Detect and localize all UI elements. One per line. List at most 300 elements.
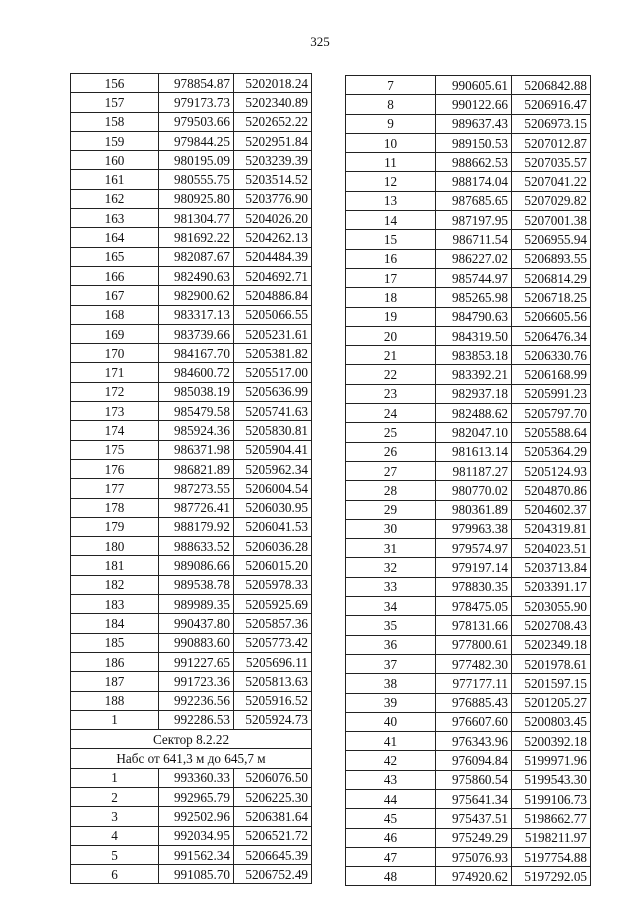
point-number: 172 xyxy=(71,382,159,401)
coordinate-x: 980555.75 xyxy=(159,170,234,189)
coordinate-y: 5203239.39 xyxy=(234,151,312,170)
coordinate-y: 5201205.27 xyxy=(512,693,591,712)
table-row xyxy=(346,828,591,847)
coordinate-x: 991723.36 xyxy=(159,672,234,691)
point-number: 185 xyxy=(71,633,159,652)
coordinate-x: 975641.34 xyxy=(436,789,512,808)
page-number: 325 xyxy=(310,34,330,49)
table-row xyxy=(346,326,591,345)
point-number: 22 xyxy=(346,365,436,384)
coordinate-y: 5200803.45 xyxy=(512,712,591,731)
coordinate-x: 978854.87 xyxy=(159,74,234,93)
table-row xyxy=(346,558,591,577)
table-row xyxy=(71,633,312,652)
coordinate-x: 984167.70 xyxy=(159,344,234,363)
coordinate-x: 991085.70 xyxy=(159,865,234,884)
point-number: 4 xyxy=(71,826,159,845)
coordinate-y: 5206030.95 xyxy=(234,498,312,517)
coordinate-y: 5205797.70 xyxy=(512,404,591,423)
coordinate-x: 985038.19 xyxy=(159,382,234,401)
coordinate-x: 992502.96 xyxy=(159,807,234,826)
point-number: 3 xyxy=(71,807,159,826)
point-number: 43 xyxy=(346,770,436,789)
coordinate-x: 977482.30 xyxy=(436,654,512,673)
coordinate-y: 5198211.97 xyxy=(512,828,591,847)
coordinate-x: 975249.29 xyxy=(436,828,512,847)
coordinate-y: 5205991.23 xyxy=(512,384,591,403)
coordinate-y: 5203713.84 xyxy=(512,558,591,577)
left-coordinates-table xyxy=(70,73,312,884)
coordinate-y: 5206036.28 xyxy=(234,537,312,556)
table-row xyxy=(346,114,591,133)
coordinate-y: 5201597.15 xyxy=(512,674,591,693)
coordinate-y: 5205904.41 xyxy=(234,440,312,459)
coordinate-x: 979173.73 xyxy=(159,93,234,112)
point-number: 10 xyxy=(346,133,436,152)
point-number: 7 xyxy=(346,76,436,95)
table-row xyxy=(71,286,312,305)
point-number: 171 xyxy=(71,363,159,382)
coordinate-y: 5205588.64 xyxy=(512,423,591,442)
coordinate-x: 981613.14 xyxy=(436,442,512,461)
point-number: 186 xyxy=(71,652,159,671)
coordinate-x: 981692.22 xyxy=(159,228,234,247)
coordinate-y: 5202652.22 xyxy=(234,112,312,131)
point-number: 36 xyxy=(346,635,436,654)
table-row xyxy=(71,305,312,324)
coordinate-y: 5197754.88 xyxy=(512,847,591,866)
table-row xyxy=(346,597,591,616)
section-subtitle-row xyxy=(71,749,312,768)
coordinate-x: 988174.04 xyxy=(436,172,512,191)
coordinate-y: 5203514.52 xyxy=(234,170,312,189)
coordinate-y: 5206076.50 xyxy=(234,768,312,787)
table-row xyxy=(71,575,312,594)
coordinate-y: 5203776.90 xyxy=(234,189,312,208)
point-number: 176 xyxy=(71,459,159,478)
table-row xyxy=(71,382,312,401)
coordinate-y: 5205857.36 xyxy=(234,614,312,633)
table-row xyxy=(346,481,591,500)
point-number: 1 xyxy=(71,768,159,787)
coordinate-y: 5206168.99 xyxy=(512,365,591,384)
coordinate-y: 5202018.24 xyxy=(234,74,312,93)
point-number: 188 xyxy=(71,691,159,710)
coordinate-x: 987726.41 xyxy=(159,498,234,517)
coordinate-y: 5205381.82 xyxy=(234,344,312,363)
table-row xyxy=(346,867,591,886)
coordinate-y: 5206973.15 xyxy=(512,114,591,133)
table-row xyxy=(71,865,312,884)
coordinate-y: 5199543.30 xyxy=(512,770,591,789)
coordinate-x: 992965.79 xyxy=(159,787,234,806)
point-number: 174 xyxy=(71,421,159,440)
coordinate-y: 5204026.20 xyxy=(234,209,312,228)
table-row xyxy=(71,324,312,343)
table-row xyxy=(71,768,312,787)
coordinate-y: 5204023.51 xyxy=(512,539,591,558)
coordinate-y: 5207012.87 xyxy=(512,133,591,152)
point-number: 30 xyxy=(346,519,436,538)
coordinate-x: 986711.54 xyxy=(436,230,512,249)
coordinate-y: 5200392.18 xyxy=(512,732,591,751)
point-number: 2 xyxy=(71,787,159,806)
point-number: 175 xyxy=(71,440,159,459)
point-number: 166 xyxy=(71,266,159,285)
point-number: 180 xyxy=(71,537,159,556)
table-row xyxy=(346,384,591,403)
coordinate-y: 5205066.55 xyxy=(234,305,312,324)
coordinate-x: 975076.93 xyxy=(436,847,512,866)
table-row xyxy=(71,691,312,710)
coordinate-y: 5206955.94 xyxy=(512,230,591,249)
point-number: 168 xyxy=(71,305,159,324)
coordinate-x: 979844.25 xyxy=(159,131,234,150)
coordinate-x: 986821.89 xyxy=(159,459,234,478)
coordinate-x: 991227.65 xyxy=(159,652,234,671)
coordinate-y: 5205978.33 xyxy=(234,575,312,594)
table-row xyxy=(346,616,591,635)
coordinate-y: 5204484.39 xyxy=(234,247,312,266)
coordinate-y: 5205925.69 xyxy=(234,595,312,614)
coordinate-y: 5206605.56 xyxy=(512,307,591,326)
point-number: 42 xyxy=(346,751,436,770)
coordinate-x: 982490.63 xyxy=(159,266,234,285)
coordinate-x: 975437.51 xyxy=(436,809,512,828)
coordinate-y: 5203055.90 xyxy=(512,597,591,616)
table-row xyxy=(71,479,312,498)
coordinate-y: 5206015.20 xyxy=(234,556,312,575)
coordinate-y: 5204886.84 xyxy=(234,286,312,305)
table-row xyxy=(71,826,312,845)
table-row xyxy=(346,133,591,152)
coordinate-x: 989538.78 xyxy=(159,575,234,594)
coordinate-y: 5206842.88 xyxy=(512,76,591,95)
table-row xyxy=(346,404,591,423)
point-number: 164 xyxy=(71,228,159,247)
point-number: 1 xyxy=(71,710,159,729)
point-number: 18 xyxy=(346,288,436,307)
point-number: 19 xyxy=(346,307,436,326)
point-number: 16 xyxy=(346,249,436,268)
coordinate-x: 980361.89 xyxy=(436,500,512,519)
table-row xyxy=(71,459,312,478)
point-number: 156 xyxy=(71,74,159,93)
table-row xyxy=(346,268,591,287)
coordinate-x: 985924.36 xyxy=(159,421,234,440)
coordinate-x: 982900.62 xyxy=(159,286,234,305)
point-number: 167 xyxy=(71,286,159,305)
point-number: 182 xyxy=(71,575,159,594)
point-number: 170 xyxy=(71,344,159,363)
table-row xyxy=(71,228,312,247)
table-row xyxy=(346,442,591,461)
point-number: 34 xyxy=(346,597,436,616)
point-number: 169 xyxy=(71,324,159,343)
table-row xyxy=(71,402,312,421)
coordinate-y: 5205636.99 xyxy=(234,382,312,401)
coordinate-x: 988633.52 xyxy=(159,537,234,556)
point-number: 47 xyxy=(346,847,436,866)
table-row xyxy=(346,674,591,693)
coordinate-y: 5201978.61 xyxy=(512,654,591,673)
point-number: 28 xyxy=(346,481,436,500)
table-row xyxy=(71,131,312,150)
table-row xyxy=(71,74,312,93)
point-number: 157 xyxy=(71,93,159,112)
coordinate-x: 975860.54 xyxy=(436,770,512,789)
point-number: 21 xyxy=(346,346,436,365)
coordinate-x: 982087.67 xyxy=(159,247,234,266)
table-row xyxy=(346,211,591,230)
point-number: 17 xyxy=(346,268,436,287)
point-number: 38 xyxy=(346,674,436,693)
coordinate-x: 978475.05 xyxy=(436,597,512,616)
point-number: 13 xyxy=(346,191,436,210)
point-number: 177 xyxy=(71,479,159,498)
coordinate-y: 5206916.47 xyxy=(512,95,591,114)
table-row xyxy=(71,209,312,228)
point-number: 181 xyxy=(71,556,159,575)
point-number: 160 xyxy=(71,151,159,170)
table-row xyxy=(71,266,312,285)
point-number: 40 xyxy=(346,712,436,731)
table-row xyxy=(71,170,312,189)
table-row xyxy=(346,712,591,731)
table-row xyxy=(71,112,312,131)
coordinate-x: 980925.80 xyxy=(159,189,234,208)
coordinate-y: 5202951.84 xyxy=(234,131,312,150)
coordinate-x: 992034.95 xyxy=(159,826,234,845)
coordinate-x: 982047.10 xyxy=(436,423,512,442)
table-row xyxy=(71,652,312,671)
point-number: 23 xyxy=(346,384,436,403)
coordinate-x: 982488.62 xyxy=(436,404,512,423)
point-number: 37 xyxy=(346,654,436,673)
coordinate-x: 990437.80 xyxy=(159,614,234,633)
coordinate-y: 5205813.63 xyxy=(234,672,312,691)
coordinate-x: 993360.33 xyxy=(159,768,234,787)
coordinate-x: 982937.18 xyxy=(436,384,512,403)
coordinate-x: 984600.72 xyxy=(159,363,234,382)
point-number: 178 xyxy=(71,498,159,517)
coordinate-x: 985479.58 xyxy=(159,402,234,421)
table-row xyxy=(346,95,591,114)
coordinate-y: 5205517.00 xyxy=(234,363,312,382)
table-row xyxy=(346,809,591,828)
coordinate-y: 5205696.11 xyxy=(234,652,312,671)
point-number: 48 xyxy=(346,867,436,886)
table-row xyxy=(71,93,312,112)
coordinate-y: 5207001.38 xyxy=(512,211,591,230)
coordinate-x: 992286.53 xyxy=(159,710,234,729)
coordinate-y: 5205924.73 xyxy=(234,710,312,729)
point-number: 35 xyxy=(346,616,436,635)
coordinate-x: 992236.56 xyxy=(159,691,234,710)
coordinate-y: 5206814.29 xyxy=(512,268,591,287)
coordinate-y: 5206476.34 xyxy=(512,326,591,345)
point-number: 158 xyxy=(71,112,159,131)
point-number: 11 xyxy=(346,153,436,172)
point-number: 41 xyxy=(346,732,436,751)
point-number: 32 xyxy=(346,558,436,577)
point-number: 173 xyxy=(71,402,159,421)
coordinate-x: 987273.55 xyxy=(159,479,234,498)
coordinate-x: 977800.61 xyxy=(436,635,512,654)
table-row xyxy=(71,710,312,729)
coordinate-y: 5205830.81 xyxy=(234,421,312,440)
coordinate-y: 5207029.82 xyxy=(512,191,591,210)
coordinate-y: 5205364.29 xyxy=(512,442,591,461)
coordinate-x: 989086.66 xyxy=(159,556,234,575)
point-number: 163 xyxy=(71,209,159,228)
coordinate-y: 5206004.54 xyxy=(234,479,312,498)
coordinate-x: 990122.66 xyxy=(436,95,512,114)
point-number: 39 xyxy=(346,693,436,712)
table-row xyxy=(346,500,591,519)
coordinate-x: 976343.96 xyxy=(436,732,512,751)
coordinate-y: 5204692.71 xyxy=(234,266,312,285)
table-row xyxy=(71,537,312,556)
point-number: 45 xyxy=(346,809,436,828)
coordinate-x: 979963.38 xyxy=(436,519,512,538)
point-number: 8 xyxy=(346,95,436,114)
point-number: 31 xyxy=(346,539,436,558)
point-number: 5 xyxy=(71,845,159,864)
coordinate-y: 5205741.63 xyxy=(234,402,312,421)
point-number: 29 xyxy=(346,500,436,519)
point-number: 15 xyxy=(346,230,436,249)
coordinate-x: 984790.63 xyxy=(436,307,512,326)
point-number: 161 xyxy=(71,170,159,189)
table-row xyxy=(346,635,591,654)
coordinate-x: 983392.21 xyxy=(436,365,512,384)
coordinate-x: 990883.60 xyxy=(159,633,234,652)
coordinate-x: 981187.27 xyxy=(436,461,512,480)
coordinate-y: 5206041.53 xyxy=(234,517,312,536)
coordinate-x: 988179.92 xyxy=(159,517,234,536)
coordinate-y: 5202340.89 xyxy=(234,93,312,112)
table-row xyxy=(346,577,591,596)
coordinate-y: 5197292.05 xyxy=(512,867,591,886)
coordinate-x: 985744.97 xyxy=(436,268,512,287)
coordinate-x: 976885.43 xyxy=(436,693,512,712)
coordinate-y: 5206225.30 xyxy=(234,787,312,806)
coordinate-y: 5207035.57 xyxy=(512,153,591,172)
coordinate-y: 5206521.72 xyxy=(234,826,312,845)
point-number: 14 xyxy=(346,211,436,230)
coordinate-x: 989637.43 xyxy=(436,114,512,133)
coordinate-y: 5204870.86 xyxy=(512,481,591,500)
point-number: 162 xyxy=(71,189,159,208)
point-number: 24 xyxy=(346,404,436,423)
point-number: 20 xyxy=(346,326,436,345)
point-number: 27 xyxy=(346,461,436,480)
coordinate-x: 978830.35 xyxy=(436,577,512,596)
table-row xyxy=(346,423,591,442)
point-number: 12 xyxy=(346,172,436,191)
coordinate-x: 976607.60 xyxy=(436,712,512,731)
coordinate-y: 5202349.18 xyxy=(512,635,591,654)
coordinate-x: 983317.13 xyxy=(159,305,234,324)
point-number: 25 xyxy=(346,423,436,442)
table-row xyxy=(346,770,591,789)
coordinate-x: 985265.98 xyxy=(436,288,512,307)
coordinate-y: 5199106.73 xyxy=(512,789,591,808)
table-row xyxy=(346,230,591,249)
coordinate-x: 988662.53 xyxy=(436,153,512,172)
coordinate-x: 983739.66 xyxy=(159,324,234,343)
coordinate-x: 974920.62 xyxy=(436,867,512,886)
table-row xyxy=(346,789,591,808)
table-row xyxy=(346,153,591,172)
coordinate-x: 980770.02 xyxy=(436,481,512,500)
table-row xyxy=(71,556,312,575)
table-row xyxy=(346,288,591,307)
coordinate-x: 986227.02 xyxy=(436,249,512,268)
point-number: 184 xyxy=(71,614,159,633)
table-row xyxy=(71,672,312,691)
table-row xyxy=(71,421,312,440)
coordinate-y: 5205124.93 xyxy=(512,461,591,480)
table-row xyxy=(71,189,312,208)
table-row xyxy=(346,249,591,268)
point-number: 187 xyxy=(71,672,159,691)
section-subtitle: Набс от 641,3 м до 645,7 м xyxy=(71,749,312,768)
coordinate-x: 987685.65 xyxy=(436,191,512,210)
coordinate-x: 977177.11 xyxy=(436,674,512,693)
point-number: 6 xyxy=(71,865,159,884)
table-row xyxy=(71,247,312,266)
table-row xyxy=(346,346,591,365)
coordinate-x: 979503.66 xyxy=(159,112,234,131)
table-row xyxy=(71,614,312,633)
section-title-row xyxy=(71,730,312,749)
table-row xyxy=(346,307,591,326)
coordinate-y: 5204602.37 xyxy=(512,500,591,519)
coordinate-y: 5199971.96 xyxy=(512,751,591,770)
section-title: Сектор 8.2.22 xyxy=(71,730,312,749)
coordinate-y: 5206330.76 xyxy=(512,346,591,365)
table-row xyxy=(71,151,312,170)
right-coordinates-table xyxy=(345,75,591,886)
table-row xyxy=(346,751,591,770)
coordinate-y: 5206381.64 xyxy=(234,807,312,826)
table-row xyxy=(346,732,591,751)
table-row xyxy=(71,440,312,459)
point-number: 46 xyxy=(346,828,436,847)
coordinate-x: 987197.95 xyxy=(436,211,512,230)
table-row xyxy=(71,845,312,864)
table-row xyxy=(71,363,312,382)
table-row xyxy=(71,517,312,536)
coordinate-y: 5206718.25 xyxy=(512,288,591,307)
table-row xyxy=(346,693,591,712)
coordinate-y: 5205916.52 xyxy=(234,691,312,710)
coordinate-x: 979574.97 xyxy=(436,539,512,558)
coordinate-x: 990605.61 xyxy=(436,76,512,95)
table-row xyxy=(71,595,312,614)
point-number: 165 xyxy=(71,247,159,266)
table-row xyxy=(346,461,591,480)
coordinate-y: 5198662.77 xyxy=(512,809,591,828)
point-number: 44 xyxy=(346,789,436,808)
coordinate-y: 5206645.39 xyxy=(234,845,312,864)
coordinate-x: 984319.50 xyxy=(436,326,512,345)
coordinate-y: 5205231.61 xyxy=(234,324,312,343)
table-row xyxy=(346,76,591,95)
point-number: 183 xyxy=(71,595,159,614)
